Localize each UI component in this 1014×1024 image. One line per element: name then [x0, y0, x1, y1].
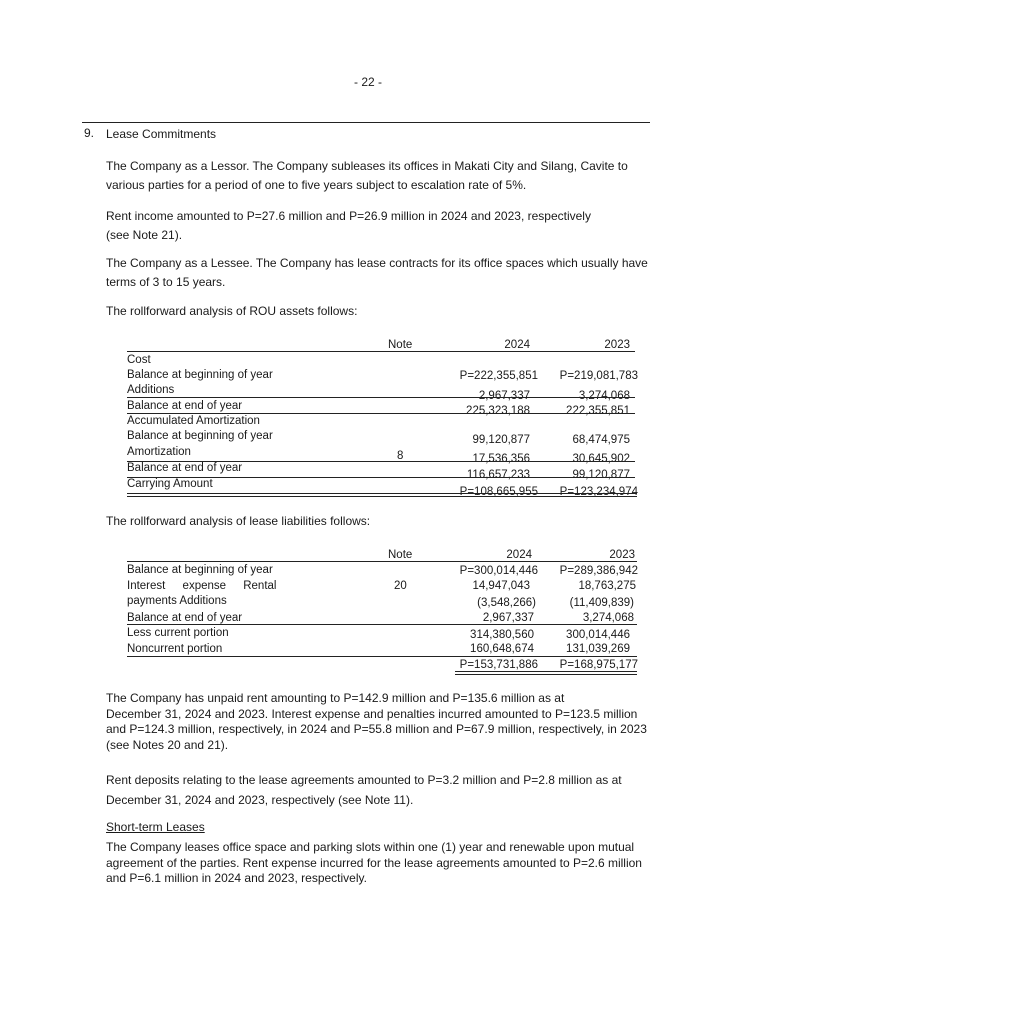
lessee-paragraph [106, 254, 656, 292]
rou-value-2024: 2,967,337 [478, 390, 530, 402]
liab-value-2024: P=153,731,886 [459, 659, 538, 671]
liab-subtotal-rule [127, 656, 637, 657]
section-title: Lease Commitments [106, 127, 217, 141]
rou-subtotal-rule [127, 397, 635, 398]
unpaid-rent-paragraph [106, 691, 666, 753]
liab-value-2024: (3,548,266) [477, 597, 536, 609]
liab-value-2023: 18,763,275 [578, 580, 636, 592]
rou-header-rule [127, 351, 635, 352]
liab-row-label: Noncurrent portion [127, 643, 223, 655]
liab-row-note: 20 [394, 580, 407, 592]
rou-value-2024: P=222,355,851 [459, 370, 538, 382]
rou-value-2023: P=219,081,783 [559, 370, 638, 382]
rou-header-2024: 2024 [504, 339, 530, 351]
liab-value-2024: P=300,014,446 [459, 565, 538, 577]
unpaid-rent-line: and P=124.3 million, respectively, in 2024 and P=55.8 million and P=67.9 million, respectively, in 2023 [106, 722, 647, 737]
liab-value-2024: 160,648,674 [470, 643, 534, 655]
rou-intro: The rollforward analysis of ROU assets follows: [106, 304, 358, 318]
liab-header-2024: 2024 [506, 549, 532, 561]
rou-value-2024: 17,536,356 [472, 453, 530, 465]
unpaid-rent-line: (see Notes 20 and 21). [106, 737, 229, 752]
rent-income-paragraph [106, 207, 656, 245]
rou-value-2023: 3,274,068 [578, 390, 630, 402]
liab-header-note: Note [388, 549, 413, 561]
rou-row-label: Balance at end of year [127, 400, 243, 412]
liab-value-2024: 2,967,337 [482, 612, 534, 624]
rou-value-2024: P=108,665,955 [459, 486, 538, 498]
rou-row-label: Amortization [127, 446, 191, 458]
liab-row-label: Balance at beginning of year [127, 564, 273, 576]
rent-deposits-line: Rent deposits relating to the lease agreements amounted to P=3.2 million and P=2.8 million as at [106, 773, 622, 787]
liab-intro: The rollforward analysis of lease liabilities follows: [106, 514, 371, 528]
rou-row-note: 8 [397, 450, 404, 462]
section-number: 9. [84, 126, 95, 140]
short-term-line: The Company leases office space and parking slots within one (1) year and renewable upon mutual [106, 840, 635, 854]
lessee-line: The Company as a Lessee. The Company has lease contracts for its office spaces which usually have [106, 256, 648, 270]
rou-row-label: Accumulated Amortization [127, 415, 260, 427]
liab-value-2023: P=168,975,177 [559, 659, 638, 671]
rou-row-label: Cost [127, 354, 151, 366]
rou-row-label: Additions [127, 384, 175, 396]
rou-value-2023: 99,120,877 [572, 469, 630, 481]
liab-value-2023: 300,014,446 [566, 629, 630, 641]
liab-total-double-rule [455, 671, 637, 675]
rou-row-label: Balance at beginning of year [127, 430, 273, 442]
liab-value-2024: 14,947,043 [472, 580, 530, 592]
rou-row-label: Balance at end of year [127, 462, 243, 474]
liab-row-label: Balance at end of year [127, 612, 243, 624]
rou-value-2023: 222,355,851 [566, 405, 630, 417]
unpaid-rent-line: The Company has unpaid rent amounting to P=142.9 million and P=135.6 million as at [106, 691, 565, 705]
rou-value-2023: 30,645,902 [572, 453, 630, 465]
rou-row-label: Balance at beginning of year [127, 369, 273, 381]
rent-income-line: Rent income amounted to P=27.6 million and P=26.9 million in 2024 and 2023, respectively [106, 209, 591, 223]
rou-row-label: Carrying Amount [127, 478, 213, 490]
liab-header-2023: 2023 [609, 549, 635, 561]
rou-header-2023: 2023 [604, 339, 630, 351]
lessor-line: various parties for a period of one to five years subject to escalation rate of 5%. [106, 178, 527, 192]
liab-value-2023: 3,274,068 [582, 612, 634, 624]
rou-value-2024: 116,657,233 [466, 469, 530, 481]
page-number: - 22 - [354, 75, 383, 89]
short-term-heading: Short-term Leases [106, 820, 205, 834]
short-term-line: agreement of the parties. Rent expense incurred for the lease agreements amounted to P=2.6 million [106, 855, 642, 870]
lessee-line: terms of 3 to 15 years. [106, 275, 226, 289]
short-term-line: and P=6.1 million in 2024 and 2023, respectively. [106, 871, 367, 886]
lessor-line: The Company as a Lessor. The Company subleases its offices in Makati City and Silang, Cavite to [106, 159, 628, 173]
header-rule [82, 122, 650, 123]
rou-value-2024: 99,120,877 [472, 434, 530, 446]
liab-row-label: Less current portion [127, 627, 229, 639]
liab-value-2023: P=289,386,942 [559, 565, 638, 577]
liab-header-rule [127, 561, 637, 562]
unpaid-rent-line: December 31, 2024 and 2023. Interest expense and penalties incurred amounted to P=123.5 million [106, 706, 638, 721]
liab-value-2023: (11,409,839) [569, 597, 634, 609]
rent-deposits-line: December 31, 2024 and 2023, respectively (see Note 11). [106, 793, 414, 807]
rou-header-note: Note [388, 339, 413, 351]
liab-row-label: Interest expense Rental [127, 580, 277, 592]
rou-value-2024: 225,323,188 [466, 405, 530, 417]
liab-value-2023: 131,039,269 [566, 643, 630, 655]
short-term-paragraph [106, 840, 666, 887]
rou-value-2023: 68,474,975 [572, 434, 630, 446]
rou-value-2023: P=123,234,974 [559, 486, 638, 498]
liab-value-2024: 314,380,560 [470, 629, 534, 641]
liab-row-label: payments Additions [127, 595, 227, 607]
rou-total-double-rule [127, 493, 637, 497]
rent-income-line: (see Note 21). [106, 228, 183, 242]
rent-deposits-paragraph [106, 770, 656, 810]
lessor-paragraph [106, 157, 656, 195]
